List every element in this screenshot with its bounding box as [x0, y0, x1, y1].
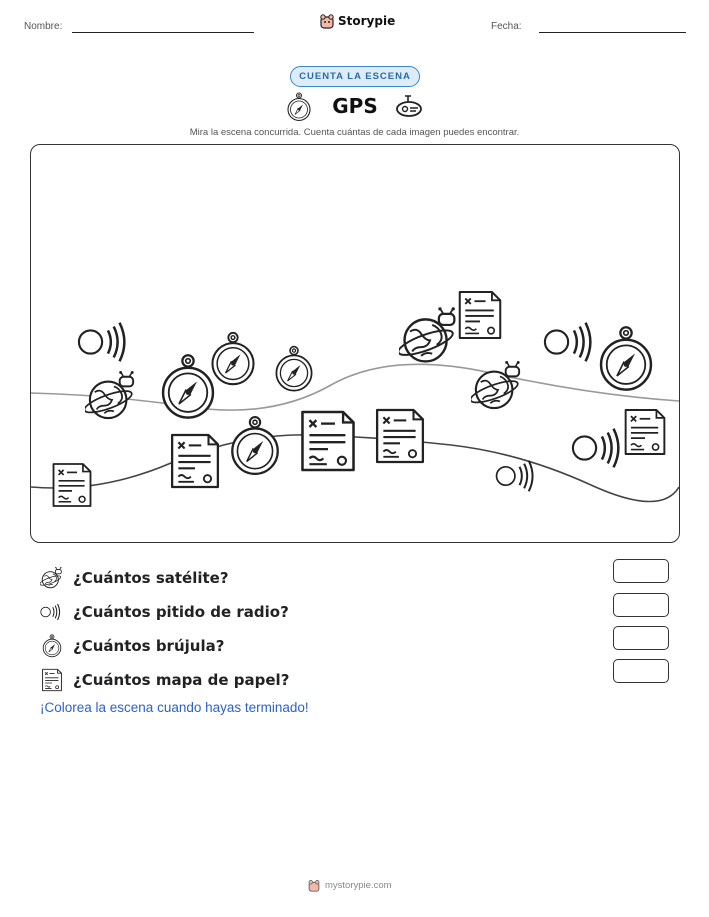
- name-field[interactable]: [72, 32, 254, 33]
- question-row-compass: [40, 629, 289, 663]
- satellite-2: [396, 307, 455, 361]
- paper-map-icon: [40, 668, 64, 692]
- answer-box-paper-map[interactable]: [613, 659, 669, 683]
- compass-5: [601, 327, 651, 389]
- site-url: mystorypie.com: [325, 880, 392, 891]
- footer-site: [308, 879, 392, 892]
- name-label: Nombre:: [24, 21, 63, 32]
- answer-box-compass[interactable]: [613, 626, 669, 650]
- paper-map-2: [172, 435, 218, 487]
- compass-2: [212, 333, 253, 384]
- question-list: [40, 561, 289, 697]
- gps-device-icon: [394, 93, 424, 121]
- busy-scene: [30, 144, 680, 543]
- paper-map-6: [626, 410, 665, 454]
- radio-beep-2: [545, 323, 590, 362]
- satellite-1: [82, 371, 134, 418]
- question-row-paper-map: [40, 663, 289, 697]
- paper-map-4: [377, 410, 423, 462]
- date-field[interactable]: [539, 32, 686, 33]
- question-radio-beep: ¿Cuántos pitido de radio?: [73, 603, 289, 621]
- compass-3: [276, 347, 311, 391]
- count-scene-badge: CUENTA LA ESCENA: [290, 66, 420, 87]
- satellite-3: [468, 361, 520, 408]
- radio-beep-3: [573, 429, 618, 468]
- instructions: Mira la escena concurrida. Cuenta cuántas de cada imagen puedes encontrar.: [189, 127, 520, 138]
- compass-1: [163, 355, 213, 417]
- question-paper-map: ¿Cuántos mapa de papel?: [73, 671, 290, 689]
- answer-box-satellite[interactable]: [613, 559, 669, 583]
- compass-icon: [40, 634, 64, 658]
- question-satellite: ¿Cuántos satélite?: [73, 569, 229, 587]
- radio-beep-4: [497, 461, 533, 492]
- storypie-mascot-icon: [308, 879, 320, 892]
- satellite-icon: [40, 567, 64, 589]
- color-instruction: ¡Colorea la escena cuando hayas terminado!: [40, 700, 309, 715]
- question-row-radio-beep: [40, 595, 289, 629]
- storypie-logo: [320, 13, 395, 29]
- radio-beep-1: [79, 323, 124, 362]
- answer-box-radio-beep[interactable]: [613, 593, 669, 617]
- compass-icon: [285, 92, 313, 122]
- page-title: GPS: [332, 94, 378, 118]
- compass-4: [232, 417, 277, 474]
- scene-drawing: [31, 145, 679, 542]
- paper-map-3: [302, 412, 353, 470]
- radio-beep-icon: [40, 603, 64, 621]
- logo-text: Storypie: [338, 14, 396, 28]
- date-label: Fecha:: [491, 21, 522, 32]
- question-compass: ¿Cuántos brújula?: [73, 637, 225, 655]
- paper-map-1: [54, 464, 91, 506]
- paper-map-5: [460, 292, 500, 338]
- question-row-satellite: [40, 561, 289, 595]
- storypie-mascot-icon: [320, 13, 334, 29]
